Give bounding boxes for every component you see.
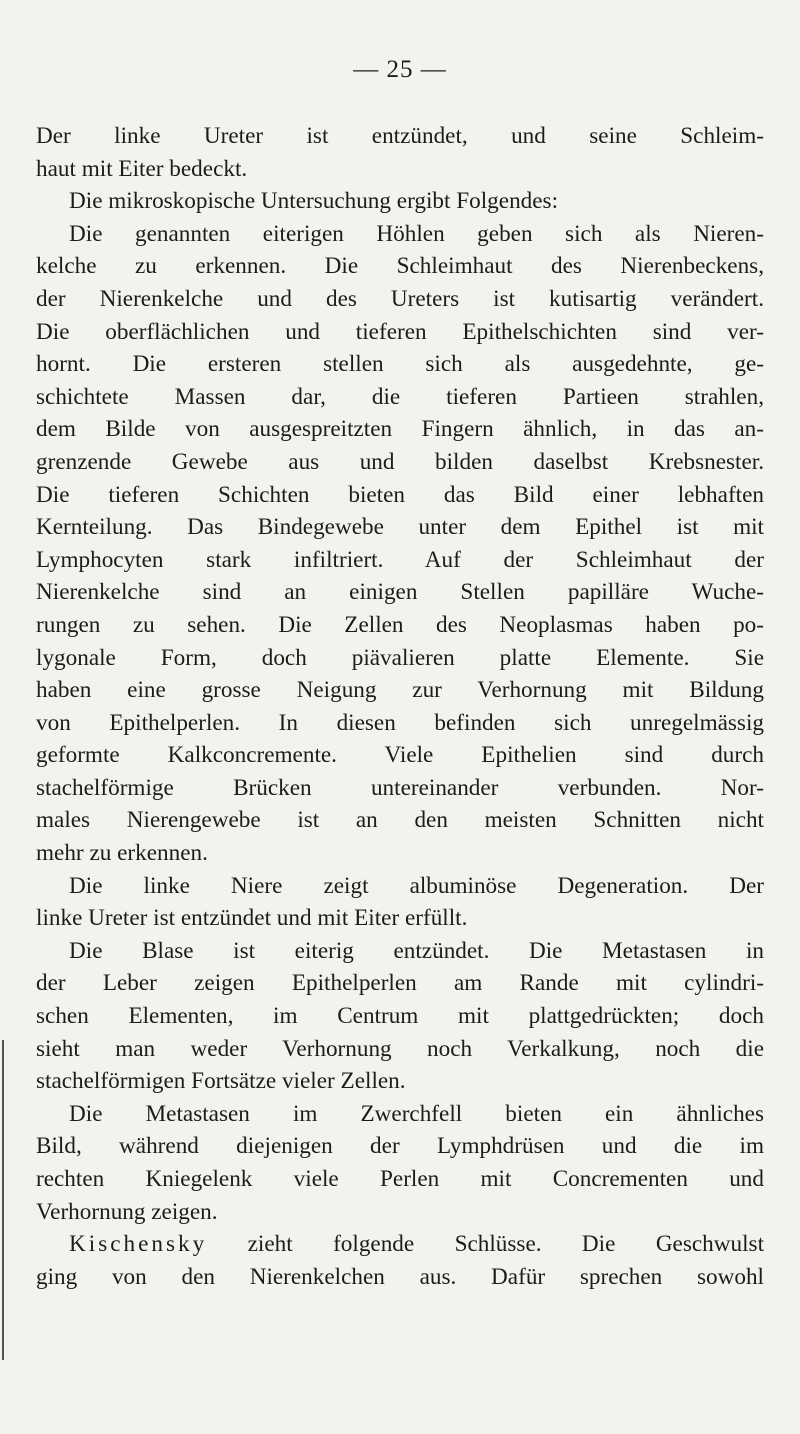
text-line: Die Blase ist eiterig entzündet. Die Metastasen in [69,937,764,964]
text-line: stachelförmige Brücken untereinander verbunden. Nor- [36,774,764,801]
text-line: ging von den Nierenkelchen aus. Dafür sprechen sowohl [36,1263,764,1290]
text-line: von Epithelperlen. In diesen befinden sich unregelmässig [36,709,764,736]
text-line: haben eine grosse Neigung zur Verhornung mit Bildung [36,677,764,704]
text-line: mehr zu erkennen. [36,840,208,867]
text-line: der Leber zeigen Epithelperlen am Rande mit cylindri- [36,970,764,997]
text-line: Bild, während diejenigen der Lymphdrüsen und die im [36,1133,764,1160]
text-line: schichtete Massen dar, die tieferen Partieen strahlen, [36,383,764,410]
text-line: Verhornung zeigen. [36,1198,218,1225]
body-text [36,120,764,1293]
text-line: Die tieferen Schichten bieten das Bild einer lebhaften [36,481,764,508]
text-line: Die genannten eiterigen Höhlen geben sich als Nieren- [69,220,764,247]
text-line: der Nierenkelche und des Ureters ist kutisartig verändert. [36,285,764,312]
page-number: — 25 — [353,56,447,83]
text-line: Die linke Niere zeigt albuminöse Degeneration. Der [69,872,764,899]
text-line: schen Elementen, im Centrum mit plattgedrückten; doch [36,1003,764,1030]
text-line: males Nierengewebe ist an den meisten Schnitten nicht [36,807,764,834]
text-line: rungen zu sehen. Die Zellen des Neoplasmas haben po- [36,611,764,638]
text-line: haut mit Eiter bedeckt. [36,155,248,182]
text-line: Die oberflächlichen und tieferen Epithelschichten sind ver- [36,318,764,345]
text-line: Kernteilung. Das Bindegewebe unter dem Epithel ist mit [36,514,764,541]
text-line: grenzende Gewebe aus und bilden daselbst Krebsnester. [36,448,764,475]
text-line: kelche zu erkennen. Die Schleimhaut des Nierenbeckens, [36,253,764,280]
text-line: Die mikroskopische Untersuchung ergibt Folgendes: [69,188,559,215]
text-line: rechten Kniegelenk viele Perlen mit Concrementen und [36,1166,764,1192]
text-line: Die Metastasen im Zwerchfell bieten ein ähnliches [69,1100,764,1127]
text-line: Nierenkelche sind an einigen Stellen papilläre Wuche- [36,579,764,606]
text-line: Lymphocyten stark infiltriert. Auf der Schleimhaut der [36,546,764,573]
text-line: Der linke Ureter ist entzündet, und seine Schleim- [36,123,764,149]
text-line: hornt. Die ersteren stellen sich als ausgedehnte, ge- [36,351,764,378]
scan-margin-edge [2,1040,4,1360]
text-line-continuation: zieht folgende Schlüsse. Die Geschwulst [247,1231,765,1258]
text-line: geformte Kalkconcremente. Viele Epithelien sind durch [36,742,764,769]
text-line: sieht man weder Verhornung noch Verkalkung, noch die [36,1035,764,1062]
text-line: lygonale Form, doch piävalieren platte Elemente. Sie [36,644,764,671]
author-name: Kischensky [69,1231,208,1258]
text-line: dem Bilde von ausgespreitzten Fingern ähnlich, in das an- [36,416,764,443]
text-line: linke Ureter ist entzündet und mit Eiter erfüllt. [36,905,468,932]
text-line-with-author [36,1228,764,1261]
text-line: stachelförmigen Fortsätze vieler Zellen. [36,1068,406,1095]
